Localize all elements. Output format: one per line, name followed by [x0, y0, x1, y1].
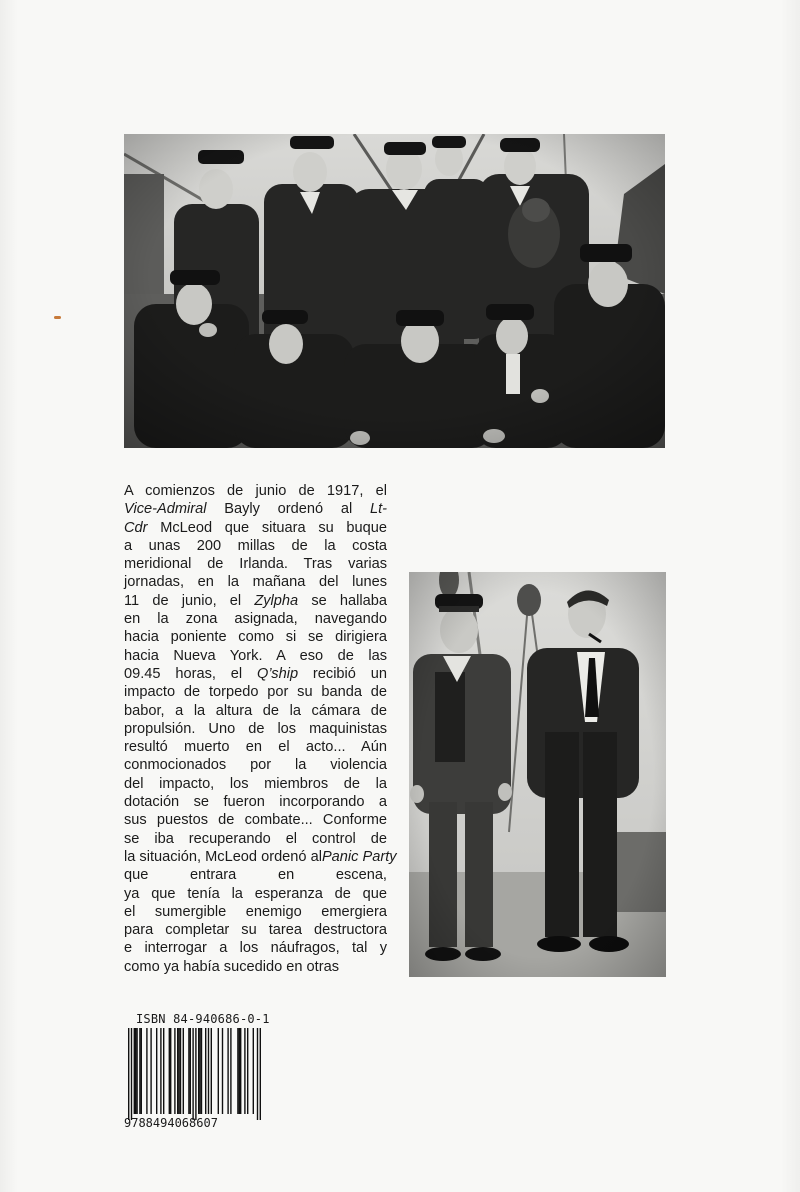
barcode-bar: [244, 1028, 245, 1114]
story-italic-term: Vice-Admiral: [124, 501, 207, 518]
barcode-bar: [183, 1028, 184, 1114]
barcode-bar: [205, 1028, 206, 1114]
barcode-bar: [163, 1028, 164, 1114]
barcode-bar: [146, 1028, 147, 1114]
story-line: [124, 482, 387, 500]
story-text: en la zona asignada, navegando: [124, 611, 387, 628]
story-text: a unas 200 millas de la costa: [124, 537, 387, 554]
story-text: hacia Nueva York. A eso de las: [124, 647, 387, 664]
story-italic-term: Lt-: [369, 501, 387, 518]
story-line: [124, 720, 387, 738]
story-line: [124, 958, 387, 976]
isbn-barcode: [124, 1012, 294, 1132]
story-text: para completar su tarea destructora: [124, 922, 387, 939]
story-text: e interrogar a los náufragos, tal y: [124, 940, 387, 957]
story-text: impacto de torpedo por su banda de: [124, 684, 387, 701]
story-text: A comienzos de junio de 1917, el: [124, 483, 387, 499]
story-line: [124, 555, 387, 573]
story-text: sus puestos de combate... Conforme: [124, 812, 387, 829]
barcode-bar: [237, 1028, 238, 1114]
story-text: conmocionados por la violencia: [124, 757, 387, 774]
story-line: [124, 683, 387, 701]
barcode-bar: [239, 1028, 240, 1114]
story-italic-term: Panic Party: [321, 848, 397, 865]
story-line: [124, 519, 387, 537]
barcode-bar: [128, 1028, 129, 1120]
story-text: recibió un: [298, 665, 387, 682]
barcode-bar: [201, 1028, 202, 1114]
barcode-bar: [199, 1028, 200, 1114]
story-line: [124, 500, 387, 518]
story-line: [124, 756, 387, 774]
barcode-bar: [134, 1028, 135, 1114]
story-line: [124, 702, 387, 720]
barcode-bar: [141, 1028, 142, 1114]
story-italic-term: Zylpha: [254, 592, 299, 609]
story-line: [124, 830, 387, 848]
barcode-bar: [227, 1028, 228, 1114]
barcode-bar: [211, 1028, 212, 1114]
story-text: resultó muerto en el acto... Aún: [124, 739, 387, 756]
story-line: [124, 793, 387, 811]
barcode-bar: [169, 1028, 170, 1114]
ean-digits: 9788494068607: [124, 1116, 218, 1130]
story-line: [124, 610, 387, 628]
story-line: [124, 665, 387, 683]
story-text: del impacto, los miembros de la: [124, 775, 387, 792]
two-officers-photograph: [409, 572, 666, 977]
barcode-bar: [139, 1028, 140, 1114]
barcode-bar: [178, 1028, 179, 1114]
story-text: se iba recuperando el control de: [124, 830, 387, 847]
barcode-bar: [208, 1028, 209, 1114]
story-line: [124, 775, 387, 793]
barcode-bar: [188, 1028, 189, 1114]
story-text: jornadas, en la mañana del lunes: [124, 574, 387, 591]
story-text: ya que tenía la esperanza de que: [124, 885, 387, 902]
story-line: [124, 939, 387, 957]
story-line: [124, 903, 387, 921]
story-text: la situación, McLeod ordenó al: [124, 848, 322, 865]
barcode-bars: [124, 1028, 266, 1120]
barcode-bar: [230, 1028, 231, 1114]
story-text: Bayly ordenó al: [206, 501, 370, 518]
story-text: meridional de Irlanda. Tras varias: [124, 556, 387, 573]
story-text: 11 de junio, el: [124, 592, 255, 609]
story-text: McLeod que situara su buque: [147, 519, 387, 536]
story-italic-term: Q’ship: [256, 665, 299, 682]
barcode-bar: [160, 1028, 161, 1114]
barcode-bar: [190, 1028, 191, 1114]
story-text: 09.45 horas, el: [124, 665, 257, 682]
story-line: [124, 573, 387, 591]
group-photo-image: [124, 134, 665, 448]
story-line: [124, 738, 387, 756]
story-text: que entrara en escena,: [124, 867, 387, 884]
barcode-bar: [253, 1028, 254, 1114]
story-text: babor, a la altura de la cámara de: [124, 702, 387, 719]
barcode-bar: [170, 1028, 171, 1114]
barcode-bar: [247, 1028, 248, 1114]
barcode-bar: [174, 1028, 175, 1114]
story-line: [124, 885, 387, 903]
story-text: hacia poniente como si se dirigiera: [124, 629, 387, 646]
paper-speck: [54, 316, 61, 319]
barcode-bar: [135, 1028, 136, 1114]
barcode-bar: [136, 1028, 137, 1114]
barcode-bar: [198, 1028, 199, 1114]
barcode-bar: [195, 1028, 196, 1120]
story-text: dotación se fueron incorporando a: [124, 794, 387, 811]
isbn-label: ISBN 84-940686-0-1: [136, 1012, 270, 1026]
story-text: el sumergible enemigo emergiera: [124, 903, 387, 920]
story-paragraph: [124, 482, 397, 976]
barcode-bar: [192, 1028, 193, 1120]
barcode-bar: [150, 1028, 151, 1114]
story-text: como ya había sucedido en otras: [124, 958, 339, 975]
barcode-bar: [177, 1028, 178, 1114]
story-line: [124, 592, 387, 610]
story-line: [124, 848, 397, 866]
story-line: [124, 537, 387, 555]
story-text: se hallaba: [298, 592, 387, 609]
barcode-bar: [257, 1028, 258, 1120]
barcode-bar: [218, 1028, 219, 1114]
story-line: [124, 811, 387, 829]
story-line: [124, 921, 387, 939]
two-officers-photo-image: [409, 572, 666, 977]
barcode-bar: [180, 1028, 181, 1114]
barcode-bar: [222, 1028, 223, 1114]
group-photograph: [124, 134, 665, 448]
story-line: [124, 628, 387, 646]
story-line: [124, 647, 387, 665]
barcode-bar: [240, 1028, 241, 1114]
barcode-bar: [260, 1028, 261, 1120]
barcode-bar: [131, 1028, 132, 1120]
story-line: [124, 866, 387, 884]
barcode-bar: [156, 1028, 157, 1114]
story-italic-term: Cdr: [124, 519, 148, 536]
story-text: propulsión. Uno de los maquinistas: [124, 720, 387, 737]
